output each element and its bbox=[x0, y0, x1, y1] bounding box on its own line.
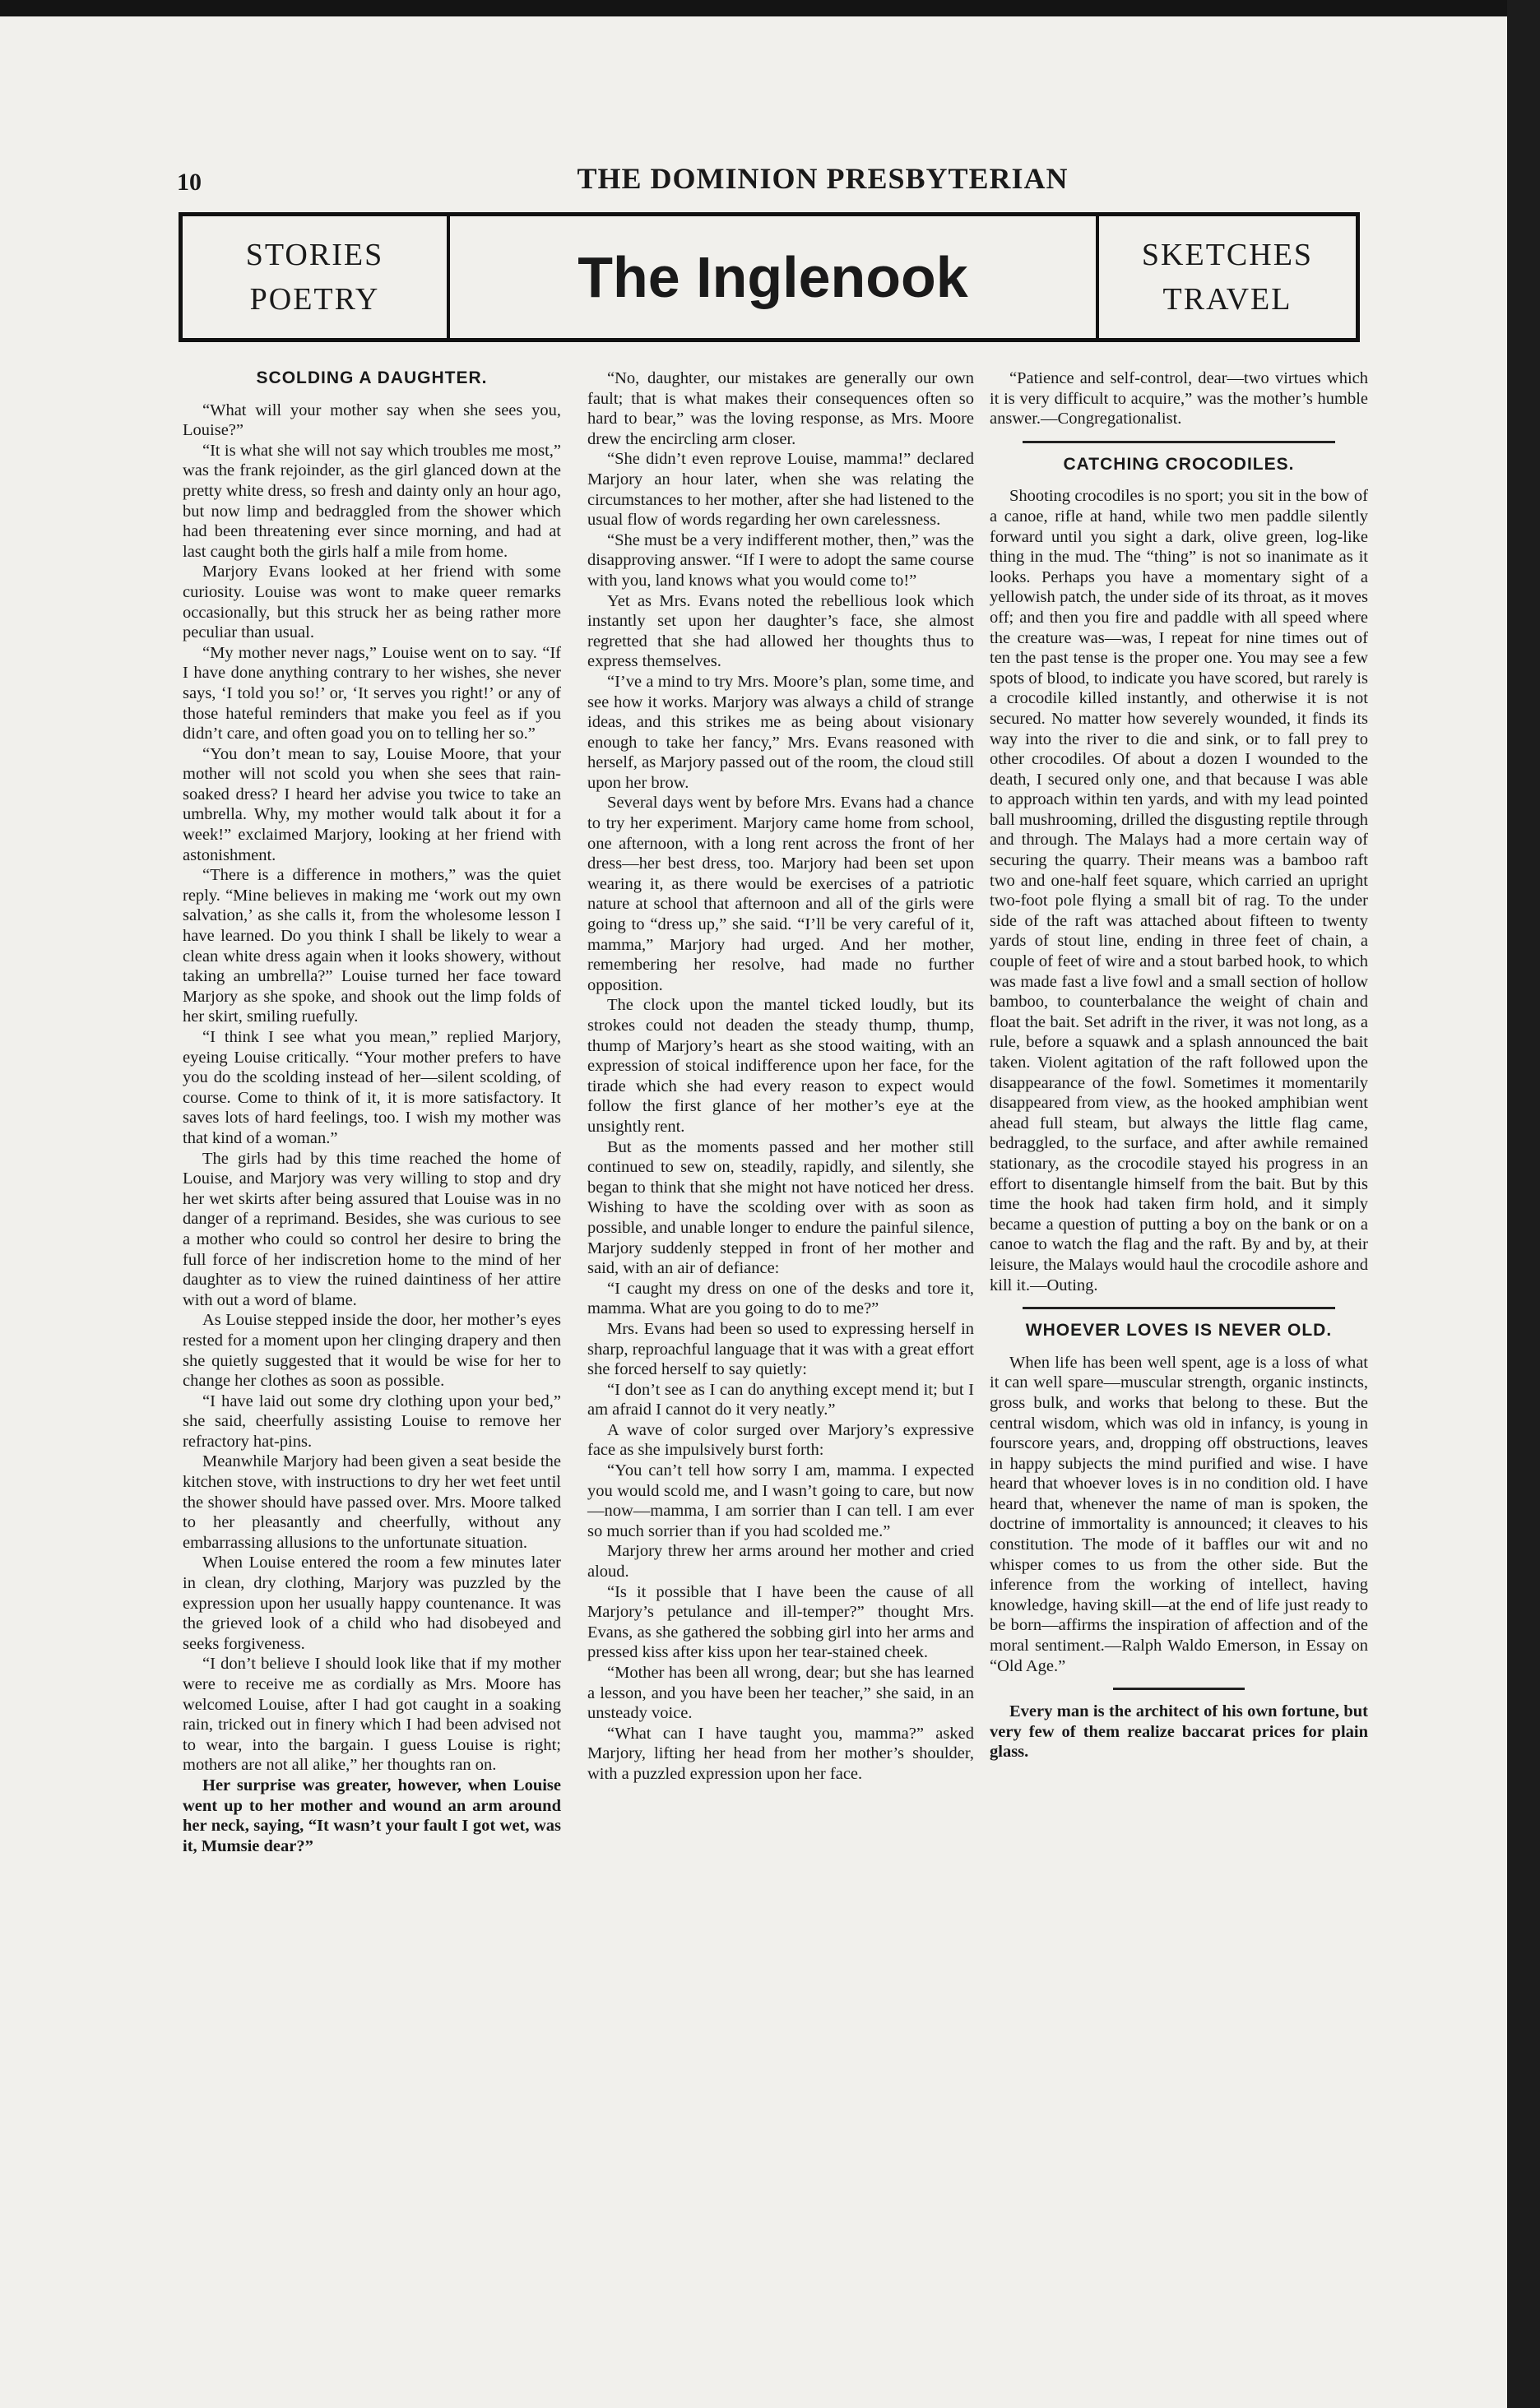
paragraph: “I caught my dress on one of the desks and tore it, mamma. What are you going to do to me?” bbox=[587, 1279, 974, 1318]
banner-stories: STORIES bbox=[245, 238, 384, 272]
paragraph: “Mother has been all wrong, dear; but she has learned a lesson, and you have been her teacher,” she said, in an unsteady voice. bbox=[587, 1664, 974, 1723]
paragraph: “You can’t tell how sorry I am, mamma. I expected you would scold me, and I wasn’t going to care, but now—now—mamma, I am sorrier than I can tell. I am ever so much sorrier than if you had scolded me.” bbox=[587, 1461, 974, 1540]
paragraph: Marjory threw her arms around her mother and cried aloud. bbox=[587, 1542, 974, 1581]
paragraph: But as the moments passed and her mother still continued to sew on, steadily, rapidly, and silently, she began to think that she might not have noticed her dress. Wishing to have the scolding over with as soon as possible, and unable longer to endure the painful silence, Marjory suddenly stepped in front of her mother and said, with an air of defiance: bbox=[587, 1137, 974, 1278]
paragraph: “She didn’t even reprove Louise, mamma!” declared Marjory an hour later, when she was relating the circumstances to her mother, after she had listened to the usual flow of words regarding her own carelessness. bbox=[587, 450, 974, 530]
paragraph: “What can I have taught you, mamma?” asked Marjory, lifting her head from her mother’s shoulder, with a puzzled expression upon her face. bbox=[587, 1724, 974, 1783]
article-title-crocodiles: CATCHING CROCODILES. bbox=[1063, 454, 1295, 474]
paragraph: Her surprise was greater, however, when Louise went up to her mother and wound an arm around her neck, saying, “It wasn’t your fault I got wet, was it, Mumsie dear?” bbox=[183, 1776, 561, 1855]
paragraph: “I don’t believe I should look like that if my mother were to receive me as cordially as Mrs. Moore has welcomed Louise, after I had got caught in a soaking rain, tricked out in finery which I had been advised not to wear, into the bargain. I guess Louise is right; mothers are not all alike,” her thoughts ran on. bbox=[183, 1655, 561, 1775]
paragraph: “It is what she will not say which troubles me most,” was the frank rejoinder, as the girl glanced down at the pretty white dress, so fresh and dainty only an hour ago, but now limp and bedraggled from the shower which had been threatening ever since morning, and had at last caught both the girls half a mile from home. bbox=[183, 441, 562, 561]
paragraph: “She must be a very indifferent mother, then,” was the disapproving answer. “If I were to adopt the same course with you, land knows what you would come to!” bbox=[587, 530, 974, 590]
paragraph: “You don’t mean to say, Louise Moore, that your mother will not scold you when she sees that rain-soaked dress? I heard her advise you twice to take an umbrella. Why, my mother would talk about it for a week!” exclaimed Marjory, looking at her friend with astonishment. bbox=[183, 744, 561, 864]
paragraph: As Louise stepped inside the door, her mother’s eyes rested for a moment upon her clinging drapery and then she quietly suggested that it would be wise for her to change her clothes as soon as possible. bbox=[183, 1311, 561, 1391]
banner-right bbox=[1096, 216, 1356, 338]
paragraph: “What will your mother say when she sees you, Louise?” bbox=[183, 401, 561, 440]
paragraph: The clock upon the mantel ticked loudly, but its strokes could not deaden the steady thump, thump, thump of Marjory’s heart as she stood waiting, with an expression of stoical indifference upon her face, for the tirade which she had every reason to expect would follow the first glance of her mother’s eye at the unsightly rent. bbox=[587, 996, 974, 1136]
paragraph: “I think I see what you mean,” replied Marjory, eyeing Louise critically. “Your mother prefers to have you do the scolding instead of her—silent scolding, of course. Come to think of it, it is more satisfactory. It saves lots of hard feelings, too. I wish my mother was that kind of a woman.” bbox=[183, 1028, 561, 1147]
banner-travel: TRAVEL bbox=[1162, 282, 1292, 317]
paragraph: When life has been well spent, age is a loss of what it can well spare—muscular strength, organic instincts, gross bulk, and works that belong to these. But the central wisdom, which was old in infancy, is young in fourscore years, and, dropping off obstructions, leaves in happy subjects the mind purified and wise. I have heard that whoever loves is in no condition old. I have heard that, whenever the name of man is spoken, the doctrine of immortality is announced; it cleaves to his constitution. The mode of it baffles our wit and no whisper comes to us from the other side. But the inference from the working of intellect, having knowledge, having skill—at the end of life just ready to be born—affirms the inspiration of affection and of the moral sentiment.—Ralph Waldo Emerson, in Essay on “Old Age.” bbox=[990, 1353, 1368, 1675]
paragraph: “No, daughter, our mistakes are generally our own fault; that is what makes their consequences often so hard to bear,” was the loving response, as Mrs. Moore drew the encircling arm closer. bbox=[587, 369, 974, 448]
banner-center bbox=[450, 216, 1096, 338]
section-divider bbox=[1023, 1307, 1335, 1309]
paragraph: “I have laid out some dry clothing upon your bed,” she said, cheerfully assisting Louise to remove her refractory hat-pins. bbox=[183, 1392, 561, 1451]
paragraph: When Louise entered the room a few minutes later in clean, dry clothing, Marjory was puzzled by the expression upon her usually happy countenance. It was the grieved look of a child who had disobeyed and seeks forgiveness. bbox=[183, 1554, 561, 1653]
paragraph: “My mother never nags,” Louise went on to say. “If I have done anything contrary to her wishes, she never says, ‘I told you so!’ or, ‘It serves you right!’ or any of those hateful reminders that make you feel as if you didn’t care, and often goad you on to telling her so.” bbox=[183, 643, 561, 743]
paragraph: “Patience and self-control, dear—two virtues which it is very difficult to acquire,” was the mother’s humble answer.—Congregationalist. bbox=[990, 369, 1368, 428]
section-divider bbox=[1023, 441, 1335, 443]
banner-sketches: SKETCHES bbox=[1141, 238, 1314, 272]
closing-paragraph: Every man is the architect of his own fortune, but very few of them realize baccarat prices for plain glass. bbox=[990, 1702, 1368, 1762]
paragraph: “I’ve a mind to try Mrs. Moore’s plan, some time, and see how it works. Marjory was always a child of strange ideas, and this strikes me as being about visionary enough to take her fancy,” Mrs. Evans reasoned with herself, as Marjory passed out of the room, the cloud still upon her brow. bbox=[587, 672, 974, 792]
column-1 bbox=[183, 368, 561, 1856]
section-banner bbox=[179, 212, 1360, 342]
paragraph: Several days went by before Mrs. Evans had a chance to try her experiment. Marjory came home from school, one afternoon, with a long rent across the front of her dress—her best dress, too. Marjory had been set upon wearing it, as there would be exercises of a patriotic nature at school that afternoon and all of the girls were going to “dress up,” she said. “I’ll be very careful of it, mamma,” Marjory had urged. And her mother, remembering her resolve, had made no further opposition. bbox=[587, 794, 974, 994]
top-border bbox=[0, 0, 1540, 16]
banner-title: The Inglenook bbox=[578, 245, 968, 309]
paragraph: “I don’t see as I can do anything except mend it; but I am afraid I cannot do it very neatly.” bbox=[587, 1380, 974, 1419]
banner-left bbox=[183, 216, 450, 338]
paragraph: The girls had by this time reached the home of Louise, and Marjory was very willing to stop and dry her wet skirts after being assured that Louise was in no danger of a reprimand. Besides, she was curious to see a mother who could so control her desire to bring the full force of her indiscretion home to the mind of her daughter as to view the ruined daintiness of her attire with out a word of blame. bbox=[183, 1149, 561, 1309]
right-border bbox=[1507, 0, 1540, 2408]
section-divider bbox=[1113, 1688, 1245, 1690]
paragraph: Shooting crocodiles is no sport; you sit in the bow of a canoe, rifle at hand, while two men paddle silently forward until you sight a dark, olive green, log-like thing in the mud. The “thing” is not so inanimate as it looks. Perhaps you have a momentary sight of a yellowish patch, the under side of its throat, as it moves off; and then you fire and paddle with all speed where the creature was—was, I repeat for nine times out of ten the past tense is the proper one. You may see a few spots of blood, to indicate you have scored, but rarely is a crocodile killed instantly, and otherwise it is not secured. No matter how severely wounded, it finds its way into the river to die and sink, or to fall prey to other crocodiles. Of about a dozen I wounded to the death, I secured only one, and that because I was able to approach within ten yards, and with my lead pointed ball mushrooming, drilled the disgusting reptile through and through. The Malays had a more certain way of securing the quarry. Their means was a bamboo raft two and one-half feet square, which carried an upright two-foot pole flying a small bit of rag. To the under side of the raft was attached about fifteen to twenty yards of stout line, ending in three feet of chain, a couple of feet of wire and a stout barbed hook, to which was made fast a live fowl and a small section of hollow bamboo, to counterbalance the weight of chain and float the bait. Set adrift in the river, it was not long, as a rule, before a squawk and a splash announced the bait taken. Violent agitation of the raft followed upon the disappearance of the fowl. Sometimes it momentarily disappeared from view, as the hooked amphibian went ahead full steam, but always the little flag came, bedraggled, to the surface, and after awhile remained stationary, as the crocodile stayed his progress in an effort to disentangle himself from the bait. But by this time the hook had taken firm hold, and it simply became a question of putting a boy on the bank or on a canoe to watch the flag and the raft. By and by, at their leisure, the Malays would haul the crocodile ashore and kill it.—Outing. bbox=[990, 487, 1368, 1294]
paragraph: Yet as Mrs. Evans noted the rebellious look which instantly set upon her daughter’s face, she almost regretted that she had allowed her thoughts thus to express themselves. bbox=[587, 591, 974, 671]
banner-poetry: POETRY bbox=[249, 282, 380, 317]
column-2 bbox=[587, 368, 974, 1785]
column-3 bbox=[990, 368, 1368, 1762]
page-number: 10 bbox=[177, 169, 202, 196]
paragraph: Marjory Evans looked at her friend with some curiosity. Louise was wont to make queer remarks occasionally, but this struck her as being rather more peculiar than usual. bbox=[183, 563, 561, 642]
paragraph: A wave of color surged over Marjory’s expressive face as she impulsively burst forth: bbox=[587, 1420, 974, 1460]
paragraph: Mrs. Evans had been so used to expressing herself in sharp, reproachful language that it was with a great effort she forced herself to say quietly: bbox=[587, 1319, 974, 1379]
paragraph: Meanwhile Marjory had been given a seat beside the kitchen stove, with instructions to dry her wet feet until the shower should have passed over. Mrs. Moore talked to her pleasantly and cheerfully, without any embarrassing allusions to the unfortunate situation. bbox=[183, 1452, 561, 1552]
masthead: THE DOMINION PRESBYTERIAN bbox=[577, 162, 1069, 195]
article-title-scolding: SCOLDING A DAUGHTER. bbox=[256, 368, 488, 387]
paragraph: “Is it possible that I have been the cause of all Marjory’s petulance and ill-temper?” thought Mrs. Evans, as she gathered the sobbing girl into her arms and pressed kiss after kiss upon her tear-stained cheek. bbox=[587, 1582, 974, 1662]
article-title-loves: WHOEVER LOVES IS NEVER OLD. bbox=[1025, 1321, 1333, 1341]
paragraph: “There is a difference in mothers,” was the quiet reply. “Mine believes in making me ‘work out my own salvation,’ as she calls it, from the wholesome lesson I have learned. Do you think I shall be likely to wear a clean white dress again when it looks showery, without taking an umbrella?” Louise turned her face toward Marjory as she spoke, and shook out the limp folds of her skirt, smiling ruefully. bbox=[183, 866, 561, 1026]
